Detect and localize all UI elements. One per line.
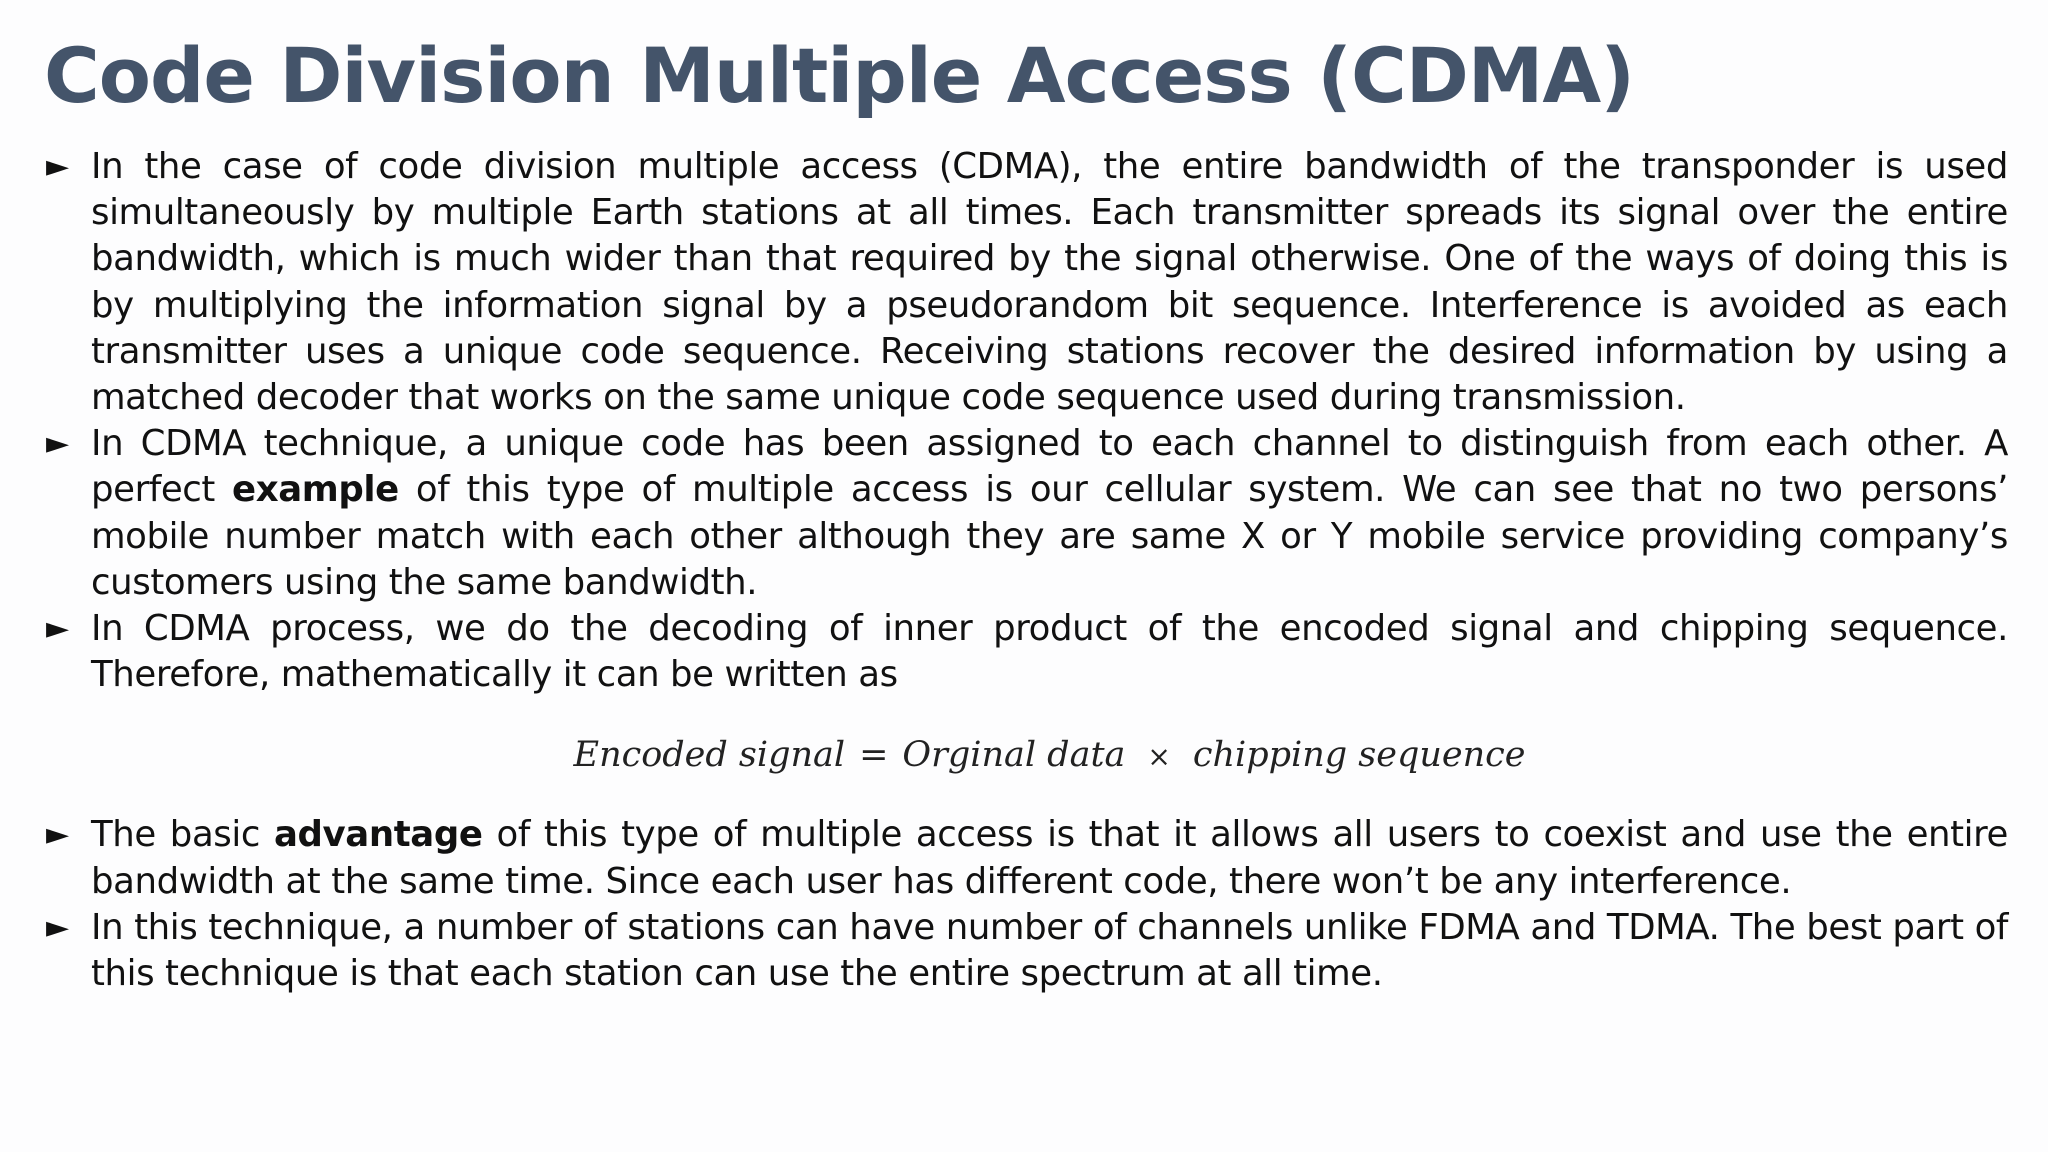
bullet-list xyxy=(44,144,2008,997)
bullet-item xyxy=(44,421,2008,606)
bullet-arrow-icon: ► xyxy=(46,149,69,184)
equation-lhs: Encoded signal xyxy=(573,735,846,776)
bullet-text: In the case of code division multiple access (CDMA), the entire bandwidth of the transponder is used simultaneously by multiple Earth stations at all times. Each transmitter spreads its signal over the entire bandwidth, which is much wider than that required by the signal otherwise. One of the ways of doing this is by multiplying the information signal by a pseudorandom bit sequence. Interference is avoided as each transmitter uses a unique code sequence. Receiving stations recover the desired information by using a matched decoder that works on the same unique code sequence used during transmission. xyxy=(91,146,2008,419)
bullet-arrow-icon: ► xyxy=(46,426,69,462)
bullet-bold-text: advantage xyxy=(273,814,483,856)
equation-term1: Orginal data xyxy=(902,735,1126,776)
bullet-text-continued: of this type of multiple access is our cellular system. We can see that no two persons’ mobile number match with each other although they are same X or Y mobile service providing company’s customers using the same bandwidth. xyxy=(91,469,2008,603)
bullet-item xyxy=(44,812,2008,904)
bullet-arrow-icon: ► xyxy=(46,611,69,647)
bullet-arrow-icon: ► xyxy=(46,909,69,945)
equation xyxy=(574,735,1526,775)
equation-times: × xyxy=(1147,740,1171,774)
bullet-item xyxy=(44,905,2008,997)
equation-term2: chipping sequence xyxy=(1192,735,1526,776)
bullet-text: The basic xyxy=(91,814,274,856)
bullet-item xyxy=(44,606,2008,698)
bullet-arrow-icon: ► xyxy=(46,817,69,853)
equation-block xyxy=(44,698,2008,812)
bullet-bold-text: example xyxy=(232,469,399,511)
bullet-text-continued: of this type of multiple access is that it allows all users to coexist and use the entire bandwidth at the same time. Since each user has different code, there won’t be any interference. xyxy=(91,814,2008,902)
equation-equals: = xyxy=(859,735,889,776)
bullet-text: In CDMA technique, a unique code has been assigned to each channel to distinguish from each other. A perfect xyxy=(91,423,2008,511)
bullet-item xyxy=(44,144,2008,421)
bullet-text: In this technique, a number of stations can have number of channels unlike FDMA and TDMA. The best part of this technique is that each station can use the entire spectrum at all time. xyxy=(91,906,2008,995)
slide-title: Code Division Multiple Access (CDMA) xyxy=(44,31,1634,120)
bullet-text: In CDMA process, we do the decoding of inner product of the encoded signal and chipping sequence. Therefore, mathematically it can be written as xyxy=(91,608,2008,696)
